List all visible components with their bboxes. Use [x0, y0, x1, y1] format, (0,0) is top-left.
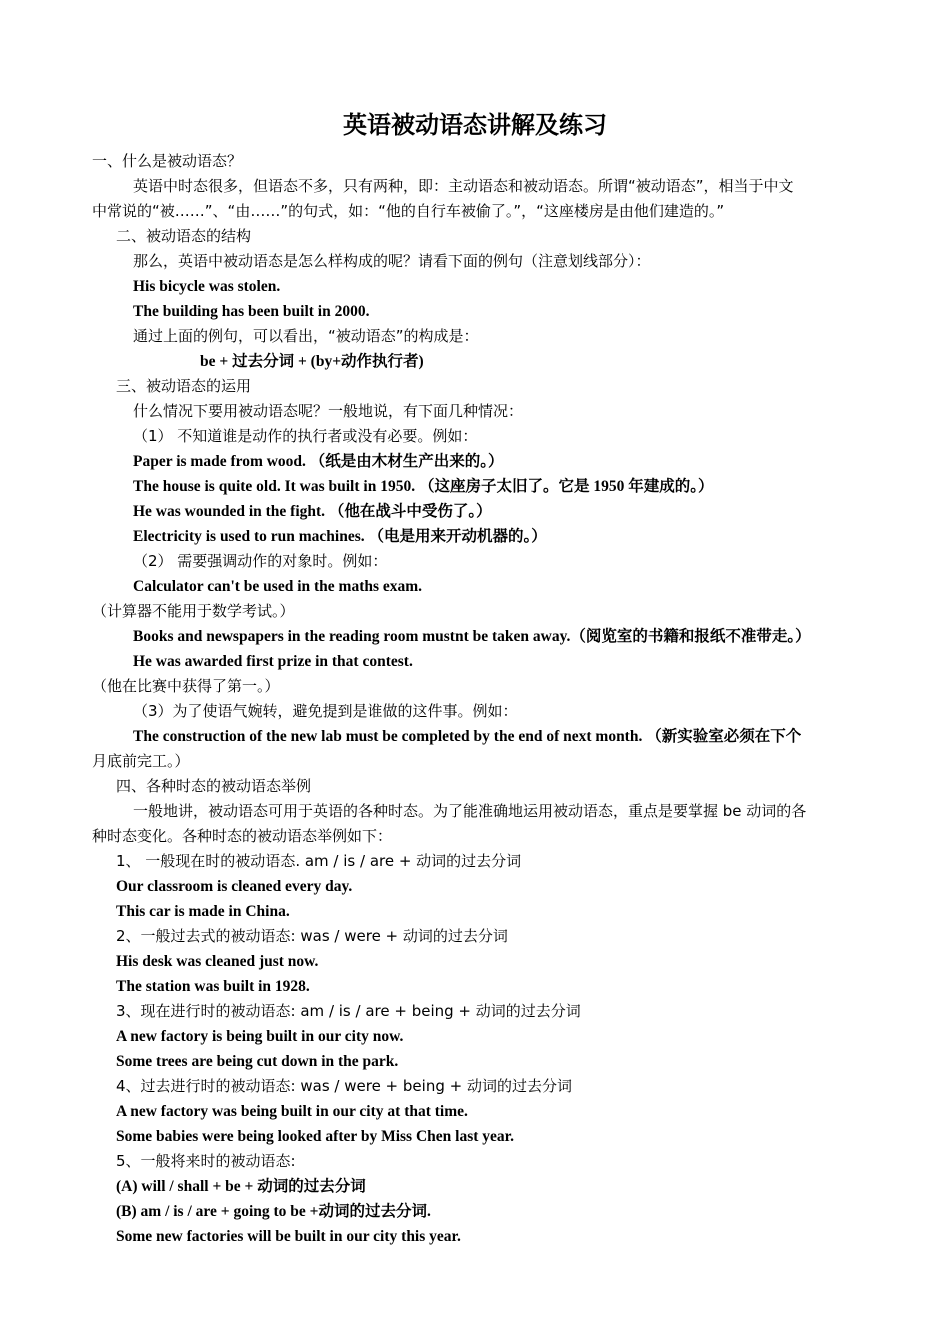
- example-sentence: Some new factories will be built in our city this year.: [116, 1228, 461, 1245]
- case-heading: （3）为了使语气婉转，避免提到是谁做的这件事。例如：: [133, 702, 518, 720]
- document-title: 英语被动语态讲解及练习: [343, 110, 607, 139]
- example-sentence: He was wounded in the fight. （他在战斗中受伤了。）: [133, 503, 492, 520]
- tense-heading: 2、一般过去式的被动语态: was / were + 动词的过去分词: [116, 927, 508, 945]
- example-sentence: Some trees are being cut down in the park.: [116, 1053, 399, 1070]
- tense-heading: 3、现在进行时的被动语态: am / is / are + being + 动词的过去分词: [116, 1002, 581, 1020]
- structure-formula: (A) will / shall + be + 动词的过去分词: [116, 1178, 366, 1195]
- example-sentence: Paper is made from wood. （纸是由木材生产出来的。）: [133, 453, 504, 470]
- paragraph-line: 一般地讲，被动语态可用于英语的各种时态。为了能准确地运用被动语态，重点是要掌握 be 动词的各: [133, 802, 807, 820]
- translation-line: 月底前完工。）: [92, 752, 190, 770]
- section-heading-3: 三、被动语态的运用: [116, 377, 252, 395]
- paragraph-line: 那么，英语中被动语态是怎么样构成的呢？请看下面的例句（注意划线部分）：: [133, 252, 651, 270]
- structure-formula: (B) am / is / are + going to be +动词的过去分词.: [116, 1203, 431, 1220]
- tense-heading: 1、 一般现在时的被动语态. am / is / are + 动词的过去分词: [116, 852, 522, 870]
- example-sentence: He was awarded first prize in that contest.: [133, 653, 413, 670]
- tense-heading: 5、一般将来时的被动语态:: [116, 1152, 296, 1170]
- example-sentence: His desk was cleaned just now.: [116, 953, 319, 970]
- tense-heading: 4、过去进行时的被动语态: was / were + being + 动词的过去分词: [116, 1077, 572, 1095]
- structure-formula: be + 过去分词 + (by+动作执行者): [200, 353, 424, 370]
- case-heading: （1） 不知道谁是动作的执行者或没有必要。例如：: [133, 427, 478, 445]
- translation-line: （他在比赛中获得了第一。）: [92, 677, 280, 695]
- paragraph-line: 中常说的“被……”、“由……”的句式，如：“他的自行车被偷了。”，“这座楼房是由他们建造的。”: [92, 202, 725, 220]
- example-sentence: The house is quite old. It was built in 1950. （这座房子太旧了。它是 1950 年建成的。）: [133, 478, 714, 495]
- example-sentence: The building has been built in 2000.: [133, 303, 370, 320]
- example-sentence: A new factory is being built in our city now.: [116, 1028, 404, 1045]
- example-sentence: Electricity is used to run machines. （电是用来开动机器的。）: [133, 528, 547, 545]
- paragraph-line: 种时态变化。各种时态的被动语态举例如下：: [92, 827, 393, 845]
- paragraph-line: 英语中时态很多，但语态不多，只有两种，即：主动语态和被动语态。所谓“被动语态”，相当于中文: [133, 177, 794, 195]
- case-heading: （2） 需要强调动作的对象时。例如：: [133, 552, 388, 570]
- example-sentence: This car is made in China.: [116, 903, 290, 920]
- paragraph-line: 通过上面的例句，可以看出，“被动语态”的构成是：: [133, 327, 479, 345]
- translation-line: （计算器不能用于数学考试。）: [92, 602, 295, 620]
- example-sentence: Some babies were being looked after by Miss Chen last year.: [116, 1128, 514, 1145]
- section-heading-4: 四、各种时态的被动语态举例: [116, 777, 312, 795]
- example-sentence: The construction of the new lab must be completed by the end of next month. （新实验室必须在下个: [133, 728, 802, 745]
- example-sentence: Books and newspapers in the reading room mustnt be taken away.（阅览室的书籍和报纸不准带走。）: [133, 628, 811, 645]
- example-sentence: The station was built in 1928.: [116, 978, 310, 995]
- example-sentence: Our classroom is cleaned every day.: [116, 878, 353, 895]
- section-heading-1: 一、什么是被动语态？: [92, 152, 243, 170]
- example-sentence: A new factory was being built in our city at that time.: [116, 1103, 468, 1120]
- paragraph-line: 什么情况下要用被动语态呢？一般地说，有下面几种情况：: [133, 402, 524, 420]
- example-sentence: Calculator can't be used in the maths exam.: [133, 578, 423, 595]
- example-sentence: His bicycle was stolen.: [133, 278, 281, 295]
- section-heading-2: 二、被动语态的结构: [116, 227, 252, 245]
